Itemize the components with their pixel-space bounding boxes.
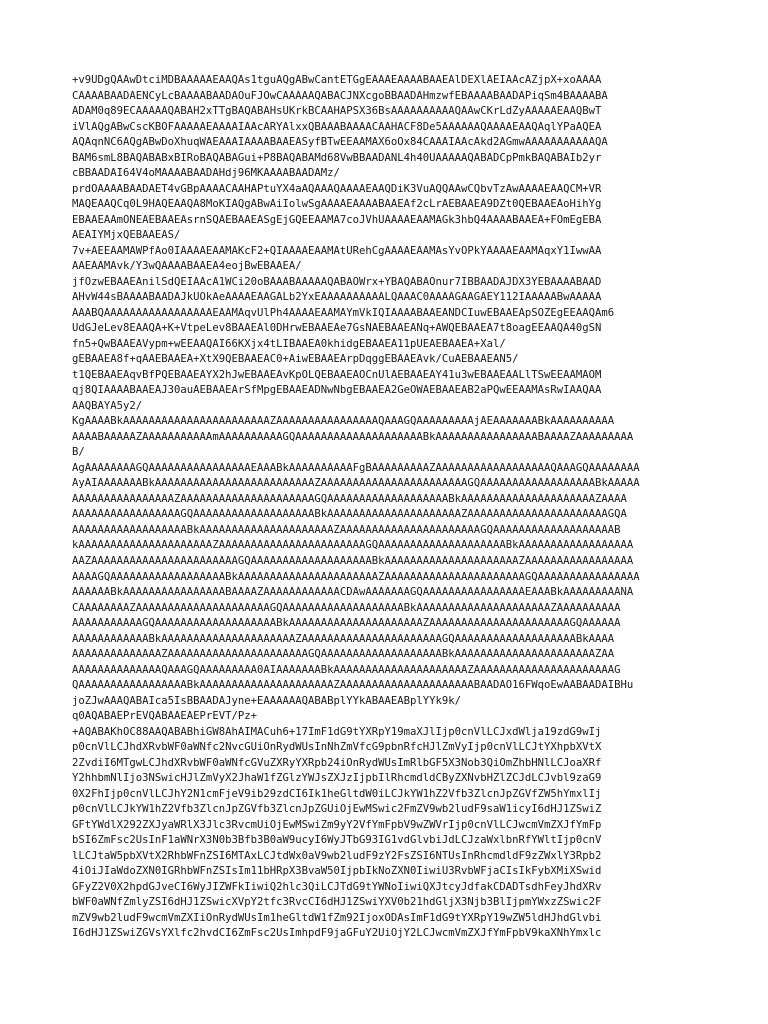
- text-line: EBAAEAAmONEAEBAAEAsrnSQAEBAAEASgEjGQEEAAMA7coJVhUAAAAEAAMAGk3hbQ4AAAABAAEA+FOmEgEBA: [72, 213, 602, 226]
- text-line: q0AQABAEPrEVQABAAEAEPrEVT/Pz+: [72, 710, 257, 723]
- text-line: t1QEBAAEAqvBfPQEBAAEAYX2hJwEBAAEAvKpOLQEBAAEAOCnUlAEBAAEAY41u3wEBAAEAALlTSwEEAAMAOM: [72, 368, 602, 381]
- text-line: I6dHJ1ZSwiZGVsYXlfc2hvdCI6ZmFsc2UsImhpdF9jaGFuY2UiOjY2LCJwcmVmZXJfYmFpbV9kaXNhYmxlc: [72, 927, 602, 940]
- text-line: gEBAAEA8f+qAAEBAAEA+XtX9QEBAAEAC0+AiwEBAAEArpDqggEBAAEAvk/CuAEBAAEAN5/: [72, 353, 519, 366]
- text-line: kAAAAAAAAAAAAAAAAAAAAAZAAAAAAAAAAAAAAAAAAAAAAAGQAAAAAAAAAAAAAAAAAAAABkAAAAAAAAAAAAAAAAAA: [72, 539, 634, 552]
- text-line: AAAAAAAAAAAAAAAAAGQAAAAAAAAAAAAAAAAAAABkAAAAAAAAAAAAAAAAAAAAAZAAAAAAAAAAAAAAAAAAAAAAGQA: [72, 508, 627, 521]
- text-line: 0X2FhIjp0cnVlLCJhY2N1cmFjeV9ib29zdCI6Ik1heGltdW0iLCJkYW1hZ2Vfb3ZlcnJpZGVfZW5hYmxlIj: [72, 787, 602, 800]
- text-line: AAAAAAAAAAAAAAAAAABkAAAAAAAAAAAAAAAAAAAAAZAAAAAAAAAAAAAAAAAAAAAAGQAAAAAAAAAAAAAAAAAAAB: [72, 523, 621, 536]
- text-line: UdGJeLev8EAAQA+K+VtpeLev8BAAEAl0DHrwEBAAEAe7GsNAEBAAEANq+AWQEBAAEA7t8oagEEAAQA40gSN: [72, 322, 602, 335]
- text-line: AAAAAAAAAAAAAAZAAAAAAAAAAAAAAAAAAAAAAGQAAAAAAAAAAAAAAAAAAABkAAAAAAAAAAAAAAAAAAAAAAZAA: [72, 648, 615, 661]
- text-line: +AQABAKhOC88AAQABABhiGW8AhAIMACuh6+17ImF1dG9tYXRpY19maXJlIjp0cnVlLCJxdWlja19zdG9wIj: [72, 725, 602, 738]
- text-line: AQAqnNC6AQgABwDoXhuqWAEAAAIAAAABAAEASyfBTwEEAAMAX6oOx84CAAAIAAcAkd2AGmwAAAAAAAAAAAQA: [72, 136, 608, 149]
- text-line: joZJwAAAQABAIca5IsBBAADAJyne+EAAAAAAQABABplYYkABAAEABplYYk9k/: [72, 694, 462, 707]
- text-line: AAABQAAAAAAAAAAAAAAAAAEAAMAqvUlPh4AAAAEAAMAYmVkIQIAAAABAAEANDCIuwEBAAEApSOZEgEEAAQAm6: [72, 306, 615, 319]
- text-line: AAAAAAAAAAAAAAQAAAGQAAAAAAAAA0AIAAAAAAABkAAAAAAAAAAAAAAAAAAAAAZAAAAAAAAAAAAAAAAAAAAAAG: [72, 663, 621, 676]
- text-line: CAAAAAAAAZAAAAAAAAAAAAAAAAAAAAAGQAAAAAAAAAAAAAAAAAAABkAAAAAAAAAAAAAAAAAAAAAZAAAAAAAAAA: [72, 601, 621, 614]
- text-line: GFyZ2V0X2hpdGJveCI6WyJIZWFkIiwiQ2hlc3QiLCJTdG9tYWNoIiwiQXJtcyJdfakCDADTsdhFeyJhdXRv: [72, 880, 602, 893]
- text-line: AEAIYMjxQEBAAEAS/: [72, 229, 181, 242]
- text-line: Y2hhbmNlIjo3NSwicHJlZmVyX2JhaW1fZGlzYWJsZXJzIjpbIlRhcmdldCByZXNvbHZlZCJdLCJvbl9zaG9: [72, 772, 602, 785]
- text-line: iVlAQgABwCscKBOFAAAAAEAAAAIAAcARYAlxxQBAAABAAAACAAHACF8De5AAAAAAQAAAAEAAQAqlYPaAQEA: [72, 120, 602, 133]
- text-line: AAAAAAAAAAAGQAAAAAAAAAAAAAAAAAAABkAAAAAAAAAAAAAAAAAAAAAZAAAAAAAAAAAAAAAAAAAAAAGQAAAAAA: [72, 617, 621, 630]
- text-line: bSI6ZmFsc2UsInF1aWNrX3N0b3Bfb3B0aW9ucyI6WyJTbG93IG1vdGlvbiJdLCJzaWxlbnRfYWltIjp0cnV: [72, 834, 602, 847]
- text-line: ADAM0q89ECAAAAAQABAH2xTTgBAQABAHsUKrkBCAAHAPSX36BsAAAAAAAAAAQAAwCKrLdZyAAAAAEAAQBwT: [72, 105, 602, 118]
- text-line: AyAIAAAAAAABkAAAAAAAAAAAAAAAAAAAAAAAAAZAAAAAAAAAAAAAAAAAAAAAAAGQAAAAAAAAAAAAAAAAAABkAAAAA: [72, 477, 640, 490]
- text-line: AAQBAYA5y2/: [72, 399, 143, 412]
- text-line: AAZAAAAAAAAAAAAAAAAAAAAAAAGQAAAAAAAAAAAAAAAAAAABkAAAAAAAAAAAAAAAAAAAAAZAAAAAAAAAAAAAAAAA: [72, 554, 634, 567]
- text-line: AHvW44sBAAAABAADAJkUOkAeAAAAEAAGALb2YxEAAAAAAAAAALQAAAC0AAAAGAAGAEY112IAAAAABwAAAAA: [72, 291, 602, 304]
- text-line: 7v+AEEAAMAWPfAo0IAAAAEAAMAKcF2+QIAAAAEAAMAtURehCgAAAAEAAMAsYvOPkYAAAAEAAMAqxY1IwwAA: [72, 244, 602, 257]
- text-line: mZV9wb2ludF9wcmVmZXIiOnRydWUsIm1heGltdW1fZm92IjoxODAsImF1dG9tYXRpY19wZW5ldHJhdGlvbi: [72, 911, 602, 924]
- text-line: qj8QIAAAABAAEAJ30auAEBAAEArSfMpgEBAAEADNwNbgEBAAEA2GeOWAEBAAEAB2aPQwEEAAMAsRwIAAQAA: [72, 384, 602, 397]
- text-line: AAAABAAAAAZAAAAAAAAAAAmAAAAAAAAAAGQAAAAAAAAAAAAAAAAAAAABkAAAAAAAAAAAAAAAABAAAAZAAAAAAAAA: [72, 430, 634, 443]
- text-line: AAAAAAAAAAAAAAAAZAAAAAAAAAAAAAAAAAAAAAGQAAAAAAAAAAAAAAAAAAABkAAAAAAAAAAAAAAAAAAAAAZAAAA: [72, 492, 627, 505]
- text-line: AgAAAAAAAAGQAAAAAAAAAAAAAAAAEAAABkAAAAAAAAAAFgBAAAAAAAAAZAAAAAAAAAAAAAAAAAAQAAAGQAAAAAAAA: [72, 461, 640, 474]
- text-line: +v9UDgQAAwDtciMDBAAAAAEAAQAs1tguAQgABwCantETGgEAAAEAAAABAAEAlDEXlAEIAAcAZjpX+xoAAAA: [72, 74, 602, 86]
- text-line: p0cnVlLCJhdXRvbWF0aWNfc2NvcGUiOnRydWUsInNhZmVfcG9pbnRfcHJlZmVyIjp0cnVlLCJtYXhpbXVtX: [72, 741, 602, 754]
- text-line: AAAAAABkAAAAAAAAAAAAAAAABAAAAZAAAAAAAAAAAACDAwAAAAAAAGQAAAAAAAAAAAAAAAAEAAABkAAAAAAAAANA: [72, 586, 634, 599]
- text-line: jfOzwEBAAEAnilSdQEIAAcA1WCi20oBAAABAAAAAQABAOWrx+YBAQABAOnur7IBBAADAJDX3YEBAAAABAAD: [72, 275, 602, 288]
- text-line: bWF0aWNfZmlyZSI6dHJ1ZSwicXVpY2tfc3RvcCI6dHJ1ZSwiYXV0b21hdGljX3Njb3BlIjpmYWxzZSwic2F: [72, 896, 602, 909]
- text-line: p0cnVlLCJkYW1hZ2Vfb3ZlcnJpZGVfb3ZlcnJpZGUiOjEwMSwic2FmZV9wb2ludF9saW1icyI6dHJ1ZSwiZ: [72, 803, 602, 816]
- text-line: QAAAAAAAAAAAAAAAAABkAAAAAAAAAAAAAAAAAAAAAZAAAAAAAAAAAAAAAAAAAAABAADAO16FWqoEwAABAADAIBHu: [72, 679, 634, 692]
- text-line: cBBAADAI64V4oMAAAABAADAHdj96MKAAAABAADAMz/: [72, 167, 340, 180]
- text-line: fn5+QwBAAEAVypm+wEEAAQAI66KXjx4tLIBAAEA0khidgEBAAEA11pUEAEBAAEA+Xal/: [72, 337, 506, 350]
- text-line: BAM6smL8BAQABABxBIRoBAQABAGui+P8BAQABAMd68VwBBAADANL4h40UAAAAAQABADCpPmkBAQABAIb2yr: [72, 151, 602, 164]
- text-line: B/: [72, 446, 85, 459]
- text-line: AAAAAAAAAAAABkAAAAAAAAAAAAAAAAAAAAAZAAAAAAAAAAAAAAAAAAAAAAGQAAAAAAAAAAAAAAAAAAABkAAAA: [72, 632, 615, 645]
- text-line: AAAAGQAAAAAAAAAAAAAAAAAABkAAAAAAAAAAAAAAAAAAAAAAZAAAAAAAAAAAAAAAAAAAAAAGQAAAAAAAAAAAAAAAA: [72, 570, 640, 583]
- text-line: GFtYWdlX292ZXJyaWRlX3Jlc3RvcmUiOjEwMSwiZm9yY2VfYmFpbV9wZWVrIjp0cnVlLCJwcmVmZXJfYmFp: [72, 818, 602, 831]
- encoded-text-block: [72, 73, 712, 942]
- text-line: 4iOiJIaWdoZXN0IGRhbWFnZSIsIm11bHRpX3BvaW50IjpbIkNoZXN0IiwiU3RvbWFjaCIsIkFybXMiXSwid: [72, 865, 602, 878]
- text-line: lLCJtaW5pbXVtX2RhbWFnZSI6MTAxLCJtdWx0aV9wb2ludF9zY2FsZSI6NTUsInRhcmdldF9zZWxlY3Rpb2: [72, 849, 602, 862]
- text-line: MAQEAAQCq0L9HAQEAAQA8MoKIAQgABwAiIolwSgAAAAEAAAABAAEAf2cLrAEBAAEA9DZt0QEBAAEAoHihYg: [72, 198, 602, 211]
- text-line: KgAAAABkAAAAAAAAAAAAAAAAAAAAAAAZAAAAAAAAAAAAAAAAQAAAGQAAAAAAAAAjAEAAAAAAABkAAAAAAAAAA: [72, 415, 615, 428]
- text-line: CAAAABAADAENCyLcBAAAABAADAOuFJOwCAAAAAQABACJNXcgoBBAADAHmzwfEBAAAABAADAPiqSm4BAAAABA: [72, 89, 608, 102]
- text-line: AAEAAMAvk/Y3wQAAAABAAEA4eojBwEBAAEA/: [72, 260, 302, 273]
- text-line: 2ZvdiI6MTgwLCJhdXRvbWF0aWNfcGVuZXRyYXRpb24iOnRydWUsImRlbGF5X3Nob3QiOmZhbHNlLCJoaXRf: [72, 756, 602, 769]
- text-line: prdOAAAABAADAET4vGBpAAAACAAHAPtuYX4aAQAAAQAAAAEAAQDiK3VuAQQAAwCQbvTzAwAAAAEAAQCM+VR: [72, 182, 602, 195]
